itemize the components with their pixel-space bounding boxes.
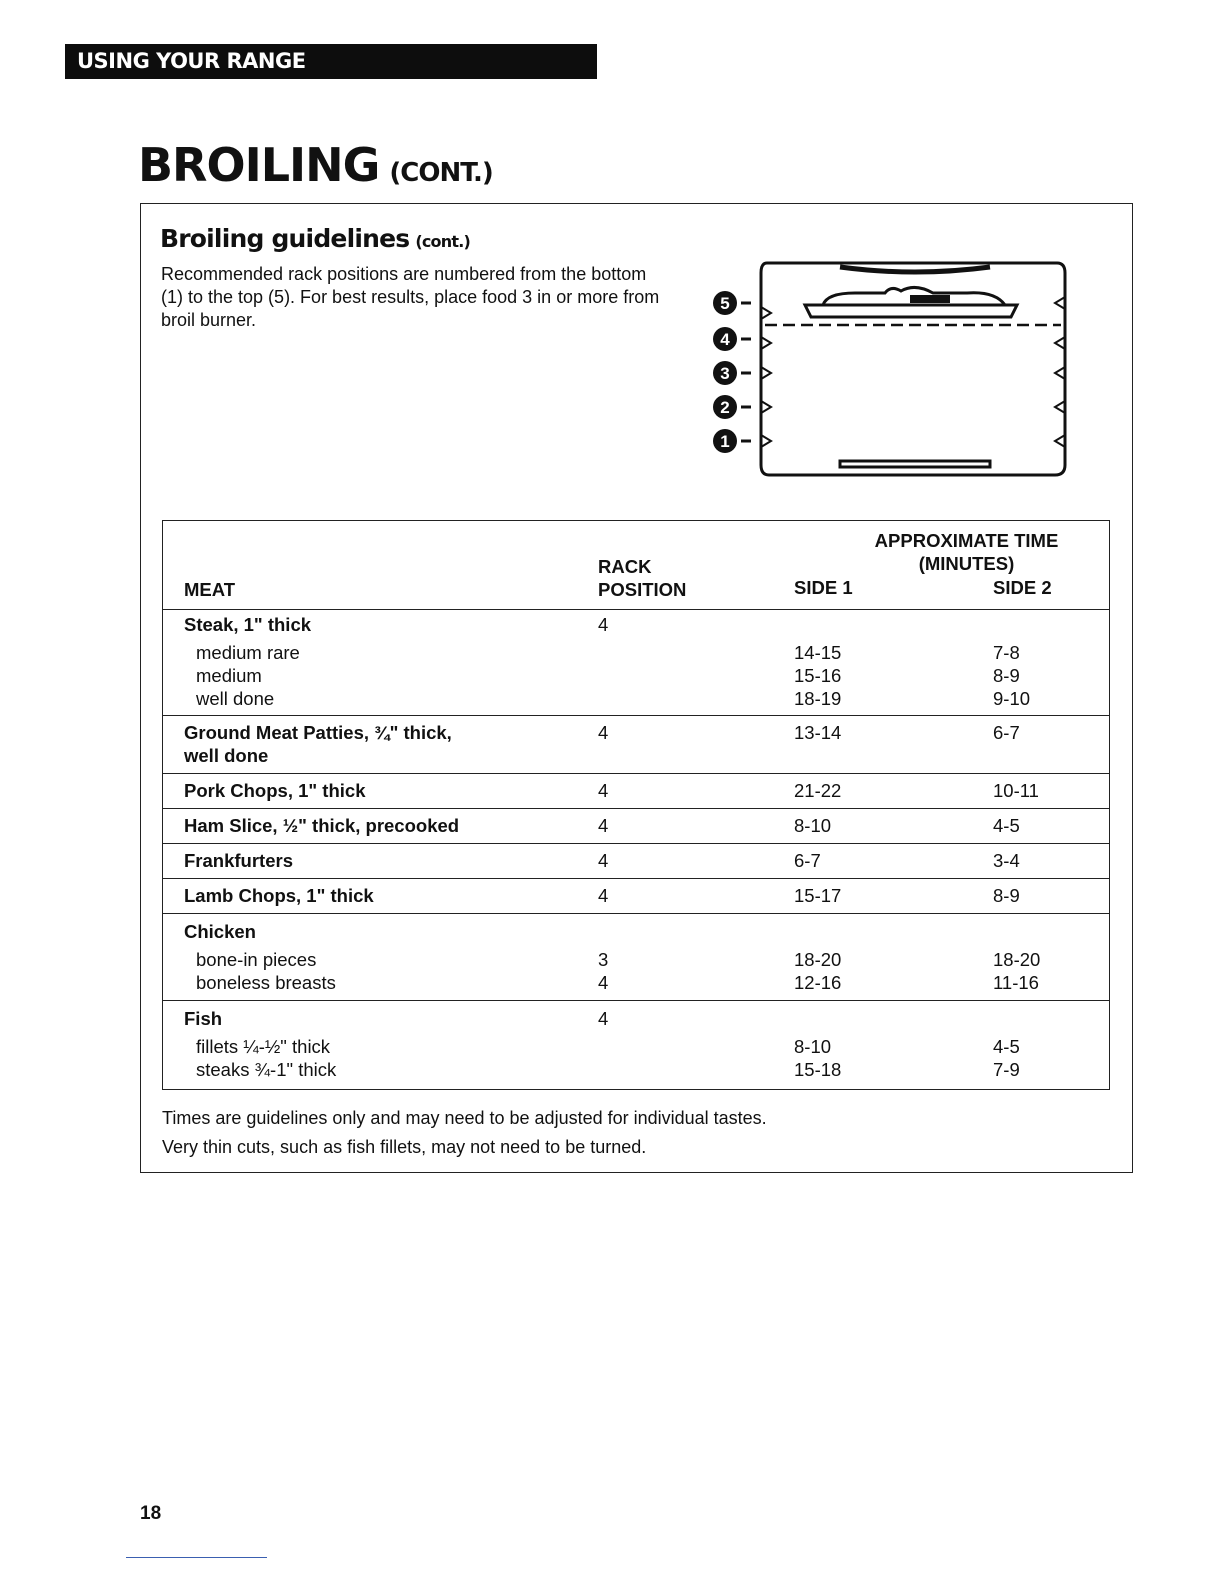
side2-value: 10-11 xyxy=(993,780,1039,801)
rack-marker-label: 4 xyxy=(720,330,730,349)
section-title xyxy=(160,224,470,253)
meat-name: Ham Slice, ½" thick, precooked xyxy=(184,815,460,836)
meat-name: Fish xyxy=(184,1008,223,1029)
meat-name-line2: well done xyxy=(184,745,269,766)
rack-marker-1 xyxy=(713,429,751,453)
side1-value: 15-16 xyxy=(794,665,842,686)
table-group-ground-meat xyxy=(163,716,1110,774)
meat-subitem: well done xyxy=(196,688,275,709)
table-group-steak xyxy=(163,610,1110,716)
rack-value: 4 xyxy=(598,972,609,993)
side2-value: 9-10 xyxy=(993,688,1031,709)
footnote: Very thin cuts, such as fish fillets, may not need to be turned. xyxy=(162,1137,647,1157)
table-row xyxy=(163,774,1110,809)
approx-time-line2: (MINUTES) xyxy=(918,553,1015,574)
rack-value: 4 xyxy=(598,885,609,906)
rack-value xyxy=(598,914,794,944)
rack-marker-label: 3 xyxy=(720,364,730,383)
rack-value xyxy=(598,687,794,716)
side2-value: 8-9 xyxy=(993,665,1020,686)
side1-value: 12-16 xyxy=(794,972,842,993)
side1-value: 8-10 xyxy=(794,1036,832,1057)
oven-rack-diagram xyxy=(705,255,1075,480)
page-title-suffix: (CONT.) xyxy=(389,158,493,188)
broiling-time-table xyxy=(162,520,1110,1090)
rack-marker-label: 2 xyxy=(720,398,730,417)
meat-name xyxy=(163,716,599,774)
rack-header-line1: RACK xyxy=(598,556,652,577)
side2-header: SIDE 2 xyxy=(993,577,1052,598)
table-row xyxy=(163,636,1110,664)
side2-value: 8-9 xyxy=(993,885,1020,906)
table-row xyxy=(163,809,1110,844)
rack-value: 3 xyxy=(598,949,609,970)
table-group-pork-chops xyxy=(163,774,1110,809)
side2-value xyxy=(993,610,1110,637)
table-row xyxy=(163,664,1110,687)
side1-header: SIDE 1 xyxy=(794,577,853,598)
meat-name: Pork Chops, 1" thick xyxy=(184,780,366,801)
page-title xyxy=(138,138,493,192)
side2-value: 11-16 xyxy=(993,972,1039,993)
section-title-suffix: (cont.) xyxy=(415,232,470,251)
table-row xyxy=(163,1058,1110,1090)
rack-marker-3 xyxy=(713,361,751,385)
meat-subitem: bone-in pieces xyxy=(196,949,317,970)
table-group-lamb-chops xyxy=(163,879,1110,914)
rack-value xyxy=(598,664,794,687)
side1-value: 8-10 xyxy=(794,815,832,836)
rack-value xyxy=(598,1058,794,1090)
side2-value: 7-8 xyxy=(993,642,1020,663)
table-row xyxy=(163,687,1110,716)
meat-name: Frankfurters xyxy=(184,850,293,871)
side1-value: 15-17 xyxy=(794,885,842,906)
side1-value: 21-22 xyxy=(794,780,842,801)
table-row xyxy=(163,1030,1110,1058)
table-row xyxy=(163,914,1110,944)
rack-value: 4 xyxy=(598,1008,609,1029)
rack-position-header xyxy=(598,521,794,610)
meat-subitem: fillets ¼-½" thick xyxy=(196,1036,331,1057)
table-row xyxy=(163,879,1110,914)
table-row xyxy=(163,610,1110,637)
table-header-row xyxy=(163,521,1110,610)
side2-value xyxy=(993,1001,1110,1031)
side2-value xyxy=(993,914,1110,944)
table-group-ham-slice xyxy=(163,809,1110,844)
meat-subitem: boneless breasts xyxy=(196,972,336,993)
rack-value: 4 xyxy=(598,614,609,635)
side2-value: 4-5 xyxy=(993,1036,1020,1057)
rack-marker-label: 1 xyxy=(720,432,730,451)
page-number: 18 xyxy=(140,1503,162,1524)
rack-marker-label: 5 xyxy=(720,294,730,313)
rack-value: 4 xyxy=(598,850,609,871)
section-header-bar: USING YOUR RANGE xyxy=(65,44,597,79)
approx-time-line1: APPROXIMATE TIME xyxy=(874,530,1059,551)
rack-value xyxy=(598,636,794,664)
side2-value: 18-20 xyxy=(993,949,1041,970)
meat-name: Lamb Chops, 1" thick xyxy=(184,885,374,906)
table-row xyxy=(163,1001,1110,1031)
side1-value: 18-19 xyxy=(794,688,842,709)
approx-time-header xyxy=(794,521,1110,610)
table-group-frankfurters xyxy=(163,844,1110,879)
footer-rule xyxy=(126,1557,267,1558)
table-row xyxy=(163,971,1110,1001)
rack-marker-2 xyxy=(713,395,751,419)
side1-value xyxy=(794,610,993,637)
side2-value: 4-5 xyxy=(993,815,1020,836)
side1-value: 13-14 xyxy=(794,722,842,743)
table-row xyxy=(163,716,1110,774)
rack-value: 4 xyxy=(598,722,609,743)
meat-column-header: MEAT xyxy=(163,521,599,610)
rack-value xyxy=(598,1030,794,1058)
side1-value: 18-20 xyxy=(794,949,842,970)
meat-name-line1: Ground Meat Patties, ¾" thick, xyxy=(184,722,452,743)
rack-value: 4 xyxy=(598,780,609,801)
rack-marker-5 xyxy=(713,291,751,315)
table-group-fish xyxy=(163,1001,1110,1090)
meat-subitem: medium rare xyxy=(196,642,300,663)
side1-value xyxy=(794,1001,993,1031)
table-row xyxy=(163,844,1110,879)
table-row xyxy=(163,943,1110,971)
side1-value: 15-18 xyxy=(794,1059,842,1080)
footnotes xyxy=(162,1104,1102,1162)
intro-paragraph: Recommended rack positions are numbered from the bottom (1) to the top (5). For best results, place food 3 in or more from broil burner. xyxy=(161,264,660,330)
side2-value: 7-9 xyxy=(993,1059,1020,1080)
rack-marker-4 xyxy=(713,327,751,351)
side1-value xyxy=(794,914,993,944)
footnote: Times are guidelines only and may need to be adjusted for individual tastes. xyxy=(162,1108,767,1128)
side2-value: 3-4 xyxy=(993,850,1020,871)
section-title-main: Broiling guidelines xyxy=(160,224,410,253)
meat-name: Chicken xyxy=(184,921,256,942)
rack-header-line2: POSITION xyxy=(598,579,687,600)
side1-value: 6-7 xyxy=(794,850,821,871)
meat-subitem: medium xyxy=(196,665,262,686)
side1-value: 14-15 xyxy=(794,642,842,663)
rack-value: 4 xyxy=(598,815,609,836)
meat-name: Steak, 1" thick xyxy=(184,614,312,635)
page-title-main: BROILING xyxy=(138,138,380,192)
side2-value: 6-7 xyxy=(993,722,1020,743)
table-group-chicken xyxy=(163,914,1110,1001)
meat-subitem: steaks ¾-1" thick xyxy=(196,1059,337,1080)
